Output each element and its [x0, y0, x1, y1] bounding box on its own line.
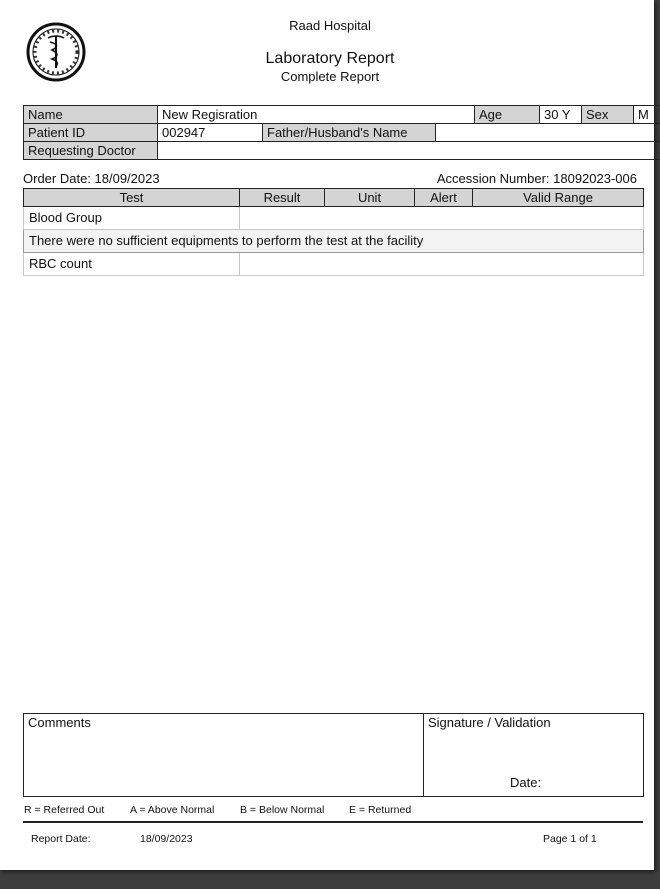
column-valid-range: Valid Range	[473, 189, 644, 207]
validation-date-label: Date:	[510, 775, 542, 790]
name-value: New Regisration	[158, 106, 475, 124]
guardian-name-value	[436, 124, 660, 142]
legend-item: A = Above Normal	[130, 804, 215, 816]
results-table	[23, 188, 644, 276]
column-test: Test	[24, 189, 240, 207]
box-divider	[423, 713, 424, 796]
patient-id-label: Patient ID	[24, 124, 158, 142]
legend-item: B = Below Normal	[240, 804, 325, 816]
report-subtitle: Complete Report	[280, 69, 380, 84]
table-row	[24, 230, 644, 253]
test-result	[240, 253, 644, 276]
report-title: Laboratory Report	[265, 50, 395, 67]
page-number: Page 1 of 1	[543, 833, 597, 845]
order-date: Order Date: 18/09/2023	[23, 171, 160, 186]
guardian-name-label: Father/Husband's Name	[263, 124, 436, 142]
report-date-label: Report Date:	[31, 833, 91, 845]
column-alert: Alert	[415, 189, 473, 207]
patient-id-value: 002947	[158, 124, 263, 142]
legend-item: R = Referred Out	[24, 804, 105, 816]
sex-value: M	[634, 106, 660, 124]
table-row	[24, 253, 644, 276]
hospital-name: Raad Hospital	[289, 18, 371, 33]
patient-info-table	[23, 105, 660, 160]
test-result	[240, 207, 644, 230]
comments-label: Comments	[28, 715, 91, 730]
test-name: RBC count	[24, 253, 240, 276]
table-row	[24, 207, 644, 230]
comments-signature-box	[23, 713, 644, 797]
signature-label: Signature / Validation	[428, 715, 551, 730]
footer-rule	[23, 821, 643, 823]
legend-item: E = Returned	[349, 804, 412, 816]
test-name: Blood Group	[24, 207, 240, 230]
requesting-doctor-label: Requesting Doctor	[24, 142, 158, 160]
name-label: Name	[24, 106, 158, 124]
column-result: Result	[240, 189, 325, 207]
age-label: Age	[475, 106, 540, 124]
requesting-doctor-value	[158, 142, 660, 160]
report-date-value: 18/09/2023	[140, 833, 193, 845]
test-note: There were no sufficient equipments to perform the test at the facility	[24, 230, 644, 253]
column-unit: Unit	[325, 189, 415, 207]
accession-number: Accession Number: 18092023-006	[436, 171, 637, 186]
sex-label: Sex	[582, 106, 634, 124]
age-value: 30 Y	[540, 106, 582, 124]
